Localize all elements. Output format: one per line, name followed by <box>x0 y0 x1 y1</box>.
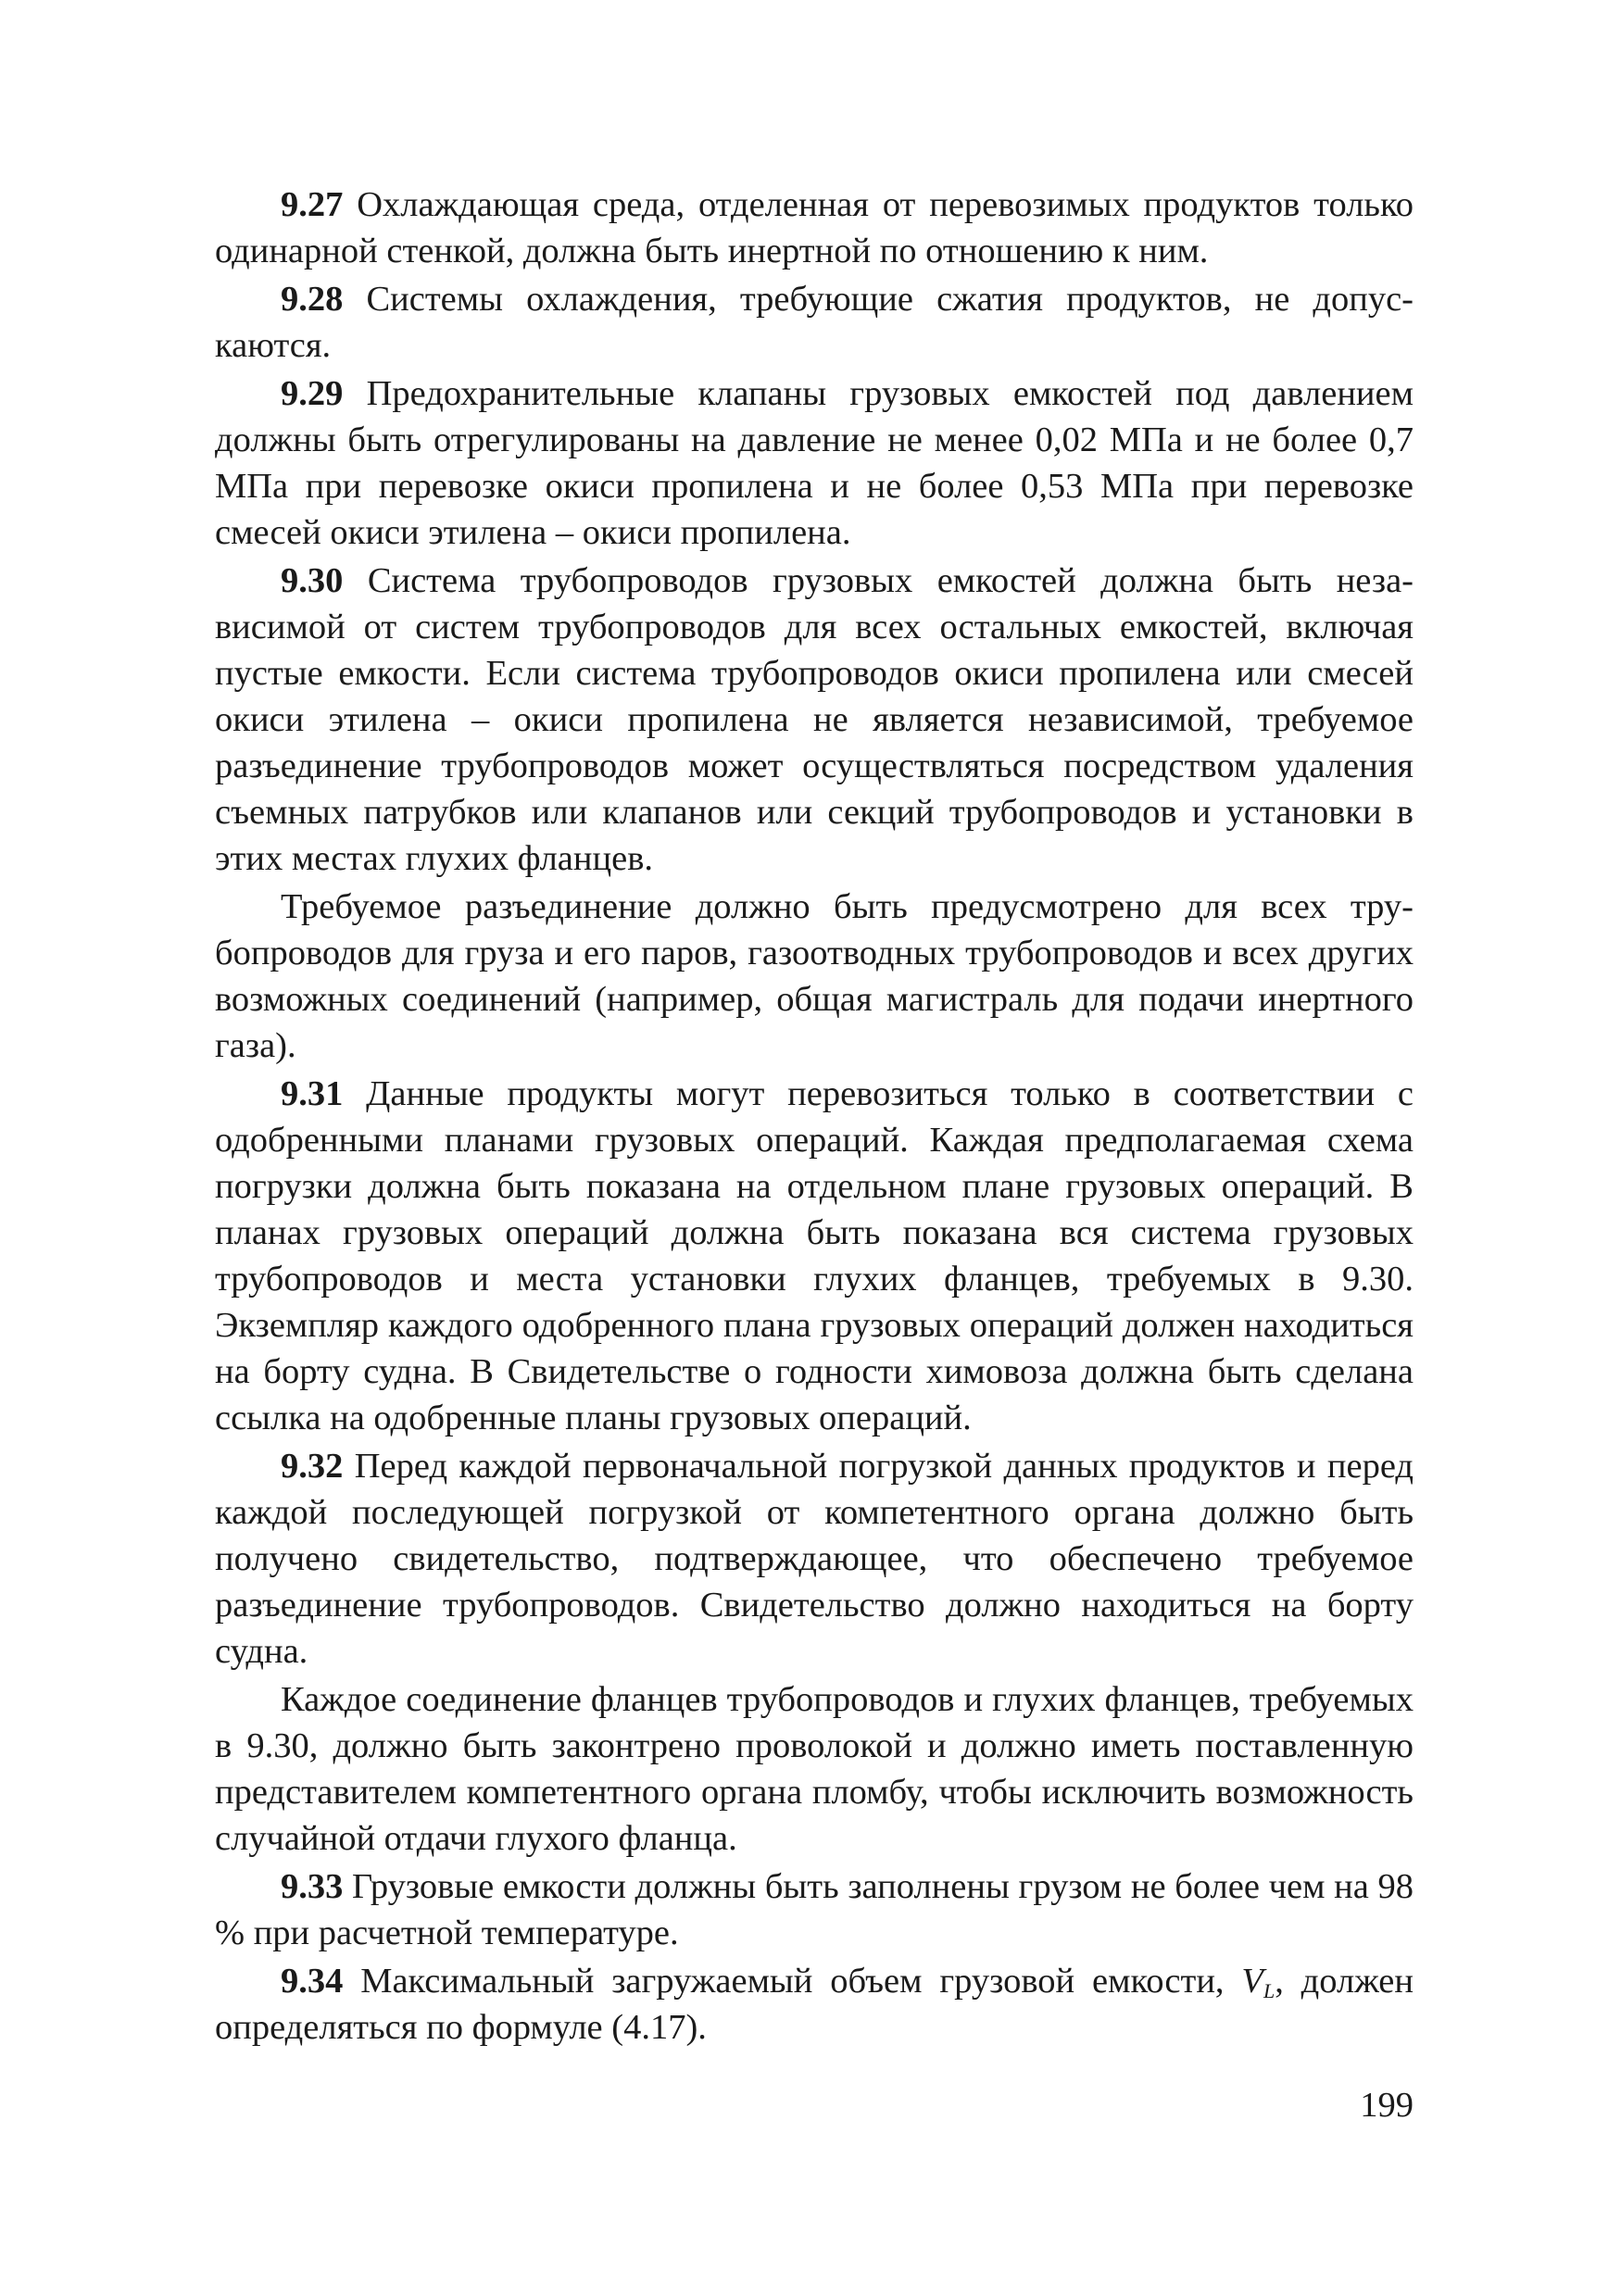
variable-subscript: L <box>1263 1979 1275 2002</box>
paragraph-text: Данные продукты могут перевозиться только в соответствии с одобренными планами грузовых операций. Каждая предполагаемая схема погрузки должна быть показана на отдельном плане грузовых операций. В планах грузовых операций должна быть показана вся система грузовых трубопроводов и места установки глухих фланцев, требуемых в 9.30. Экземпляр каждого одобренного плана грузовых операций должен находиться на борту судна. В Свидетельстве о годности химовоза должна быть сделана ссылка на одобренные планы грузовых операций. <box>215 1074 1414 1437</box>
paragraph-9-30-continued <box>215 884 1414 1069</box>
paragraph-9-32 <box>215 1443 1414 1675</box>
paragraph-text-end: , должен определяться по формуле (4.17). <box>215 1962 1414 2047</box>
paragraph-9-31 <box>215 1071 1414 1441</box>
paragraph-9-29 <box>215 370 1414 556</box>
clause-number: 9.27 <box>281 185 344 224</box>
paragraph-text: Предохранительные клапаны грузовых емкостей под давлением должны быть отрегулированы на давление не менее 0,02 МПа и не более 0,7 МПа при перевозке окиси пропилена и не более 0,53 МПа при перевозке смесей окиси этилена – окиси пропилена. <box>215 374 1414 552</box>
paragraph-9-30 <box>215 558 1414 882</box>
paragraph-text: Перед каждой первоначальной погрузкой данных продуктов и перед каждой последующей погрузкой от компетентного органа должно быть получено свидетельство, подтверждающее, что обеспечено требуемое разъединение трубопроводов. Свидетельство должно находиться на борту судна. <box>215 1447 1414 1671</box>
paragraph-text: Системы охлаждения, требующие сжатия продуктов, не допускаются. <box>215 280 1414 365</box>
variable-letter: V <box>1241 1962 1263 2001</box>
paragraph-9-34 <box>215 1958 1414 2051</box>
paragraph-9-32-continued <box>215 1676 1414 1862</box>
clause-number: 9.29 <box>281 374 344 413</box>
paragraph-text: Максимальный загружаемый объем грузовой емкости, <box>343 1962 1242 2001</box>
paragraph-text: Грузовые емкости должны быть заполнены грузом не более чем на 98 % при расчетной температуре. <box>215 1867 1414 1952</box>
paragraph-9-33 <box>215 1863 1414 1956</box>
variable-symbol <box>1241 1962 1275 2001</box>
paragraph-text: Требуемое разъединение должно быть предусмотрено для всех трубопроводов для груза и его паров, газоотводных трубопроводов и всех других возможных соединений (например, общая магистраль для подачи инертного газа). <box>215 887 1414 1065</box>
paragraph-9-28 <box>215 276 1414 369</box>
clause-number: 9.28 <box>281 280 344 319</box>
clause-number: 9.33 <box>281 1867 344 1906</box>
clause-number: 9.34 <box>281 1962 344 2001</box>
page-body <box>215 182 1414 2051</box>
paragraph-text: Каждое соединение фланцев трубопроводов и глухих фланцев, требуемых в 9.30, должно быть законтрено проволокой и должно иметь поставленную представителем компетентного органа пломбу, чтобы исключить возможность случайной отдачи глухого фланца. <box>215 1680 1414 1858</box>
clause-number: 9.32 <box>281 1447 344 1486</box>
page-number: 199 <box>1360 2086 1414 2125</box>
paragraph-text: Система трубопроводов грузовых емкостей должна быть независимой от систем трубопроводов для всех остальных емкостей, включая пустые емкости. Если система трубопроводов окиси пропилена или смесей окиси этилена – окиси пропилена не является независимой, требуемое разъединение трубопроводов может осуществляться посредством удаления съемных патрубков или клапанов или секций трубопроводов и установки в этих местах глухих фланцев. <box>215 561 1414 878</box>
clause-number: 9.31 <box>281 1074 344 1113</box>
paragraph-9-27 <box>215 182 1414 274</box>
paragraph-text: Охлаждающая среда, отделенная от перевозимых продуктов только одинарной стенкой, должна быть инертной по отношению к ним. <box>215 185 1414 270</box>
clause-number: 9.30 <box>281 561 344 600</box>
